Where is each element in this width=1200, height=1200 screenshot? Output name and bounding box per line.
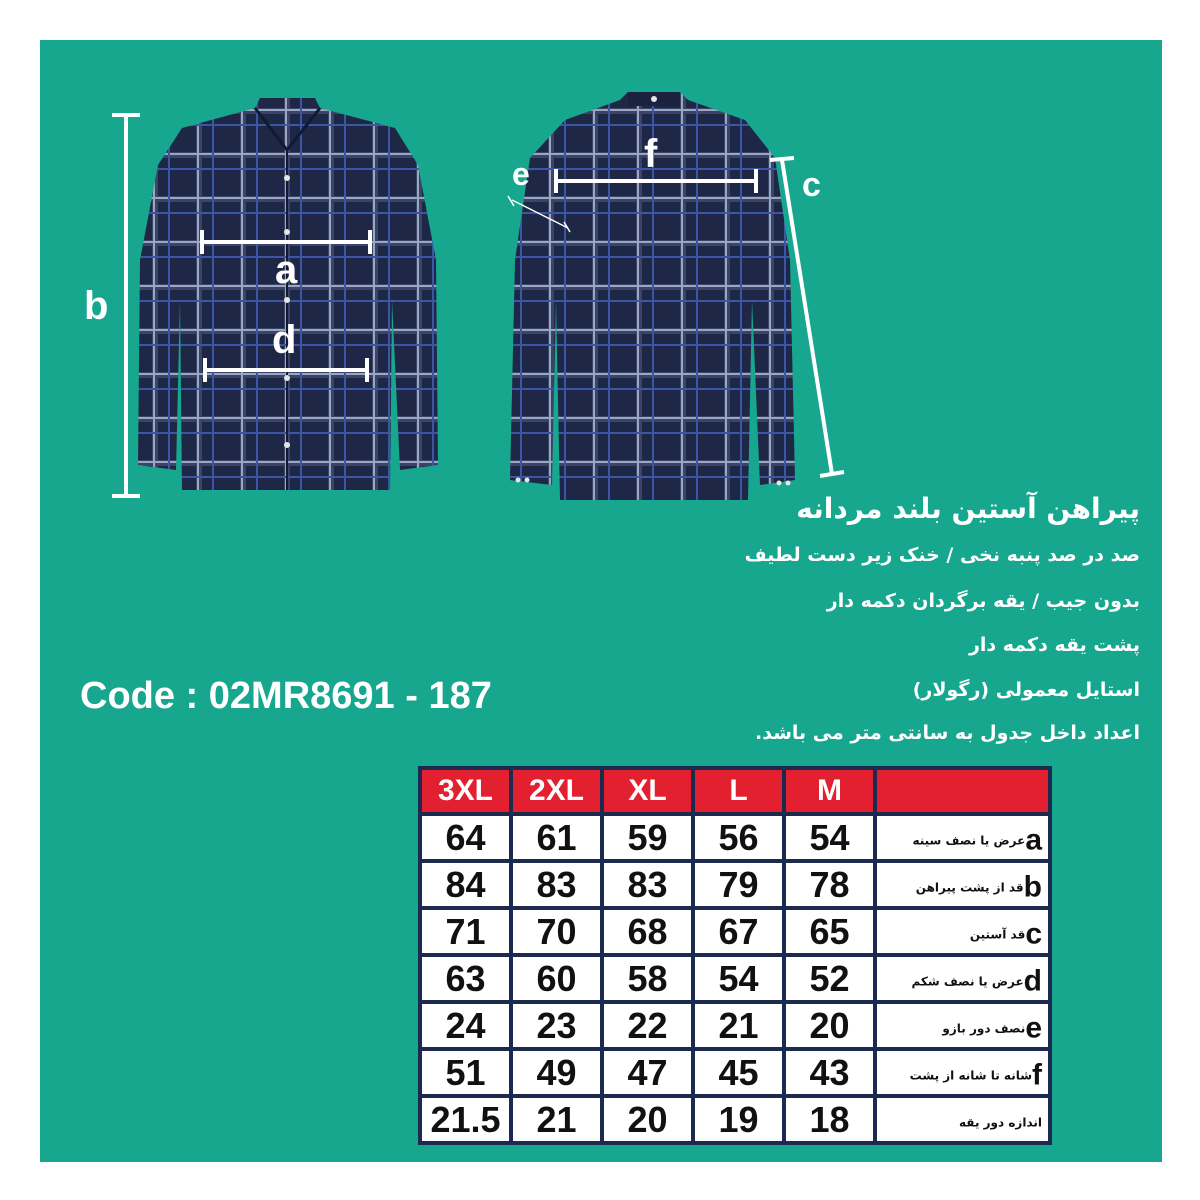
- row-label-text: قد آستین: [969, 926, 1026, 941]
- shirt-front: [138, 98, 438, 490]
- row-label: [877, 816, 1048, 859]
- size-header-row: [422, 770, 1048, 812]
- table-cell: 21: [695, 1004, 782, 1047]
- table-cell: 84: [422, 863, 509, 906]
- row-label-text: عرض یا نصف سینه: [912, 832, 1026, 847]
- product-code: Code : 02MR8691 - 187: [80, 675, 492, 717]
- table-cell: 19: [695, 1098, 782, 1141]
- row-letter: f: [1032, 1057, 1042, 1091]
- table-cell: 56: [695, 816, 782, 859]
- table-row: [422, 910, 1048, 953]
- row-label: [877, 1004, 1048, 1047]
- size-header-cell: 2XL: [513, 770, 600, 812]
- table-row: [422, 957, 1048, 1000]
- table-cell: 54: [786, 816, 873, 859]
- table-cell: 23: [513, 1004, 600, 1047]
- row-letter: a: [1025, 822, 1042, 856]
- row-letter: c: [1025, 916, 1042, 950]
- table-cell: 83: [513, 863, 600, 906]
- measure-label-d: d: [272, 318, 297, 362]
- table-row: [422, 1098, 1048, 1141]
- table-cell: 83: [604, 863, 691, 906]
- size-header-cell: L: [695, 770, 782, 812]
- row-label: [877, 1051, 1048, 1094]
- table-cell: 22: [604, 1004, 691, 1047]
- table-cell: 68: [604, 910, 691, 953]
- measure-label-e: e: [512, 156, 530, 192]
- feature-line: بدون جیب / یقه برگردان دکمه دار: [826, 590, 1140, 612]
- measure-label-b: b: [84, 284, 109, 328]
- size-header-blank: [877, 770, 1048, 812]
- row-label-text: عرض یا نصف شکم: [911, 973, 1024, 988]
- table-row: [422, 816, 1048, 859]
- size-header-cell: 3XL: [422, 770, 509, 812]
- table-cell: 63: [422, 957, 509, 1000]
- table-cell: 52: [786, 957, 873, 1000]
- table-cell: 64: [422, 816, 509, 859]
- table-cell: 20: [786, 1004, 873, 1047]
- feature-line: پشت یقه دکمه دار: [968, 634, 1140, 656]
- table-cell: 43: [786, 1051, 873, 1094]
- table-cell: 21.5: [422, 1098, 509, 1141]
- product-title: پیراهن آستین بلند مردانه: [796, 492, 1140, 525]
- table-cell: 58: [604, 957, 691, 1000]
- row-label-text: قد از پشت پیراهن: [915, 879, 1024, 894]
- table-cell: 20: [604, 1098, 691, 1141]
- table-cell: 78: [786, 863, 873, 906]
- table-cell: 70: [513, 910, 600, 953]
- measure-label-f: f: [644, 132, 658, 176]
- row-letter: e: [1025, 1010, 1042, 1044]
- row-label-text: شانه تا شانه از پشت: [909, 1067, 1032, 1082]
- row-label: [877, 863, 1048, 906]
- table-cell: 59: [604, 816, 691, 859]
- table-cell: 47: [604, 1051, 691, 1094]
- table-cell: 67: [695, 910, 782, 953]
- table-row: [422, 863, 1048, 906]
- table-cell: 49: [513, 1051, 600, 1094]
- table-cell: 51: [422, 1051, 509, 1094]
- row-label: [877, 957, 1048, 1000]
- row-label: [877, 1098, 1048, 1141]
- table-cell: 60: [513, 957, 600, 1000]
- row-label: [877, 910, 1048, 953]
- measure-label-a: a: [275, 248, 298, 292]
- table-cell: 45: [695, 1051, 782, 1094]
- table-cell: 54: [695, 957, 782, 1000]
- table-row: [422, 1051, 1048, 1094]
- table-cell: 79: [695, 863, 782, 906]
- feature-line: استایل معمولی (رگولار): [912, 679, 1140, 701]
- table-cell: 24: [422, 1004, 509, 1047]
- table-cell: 65: [786, 910, 873, 953]
- units-note: اعداد داخل جدول به سانتی متر می باشد.: [755, 722, 1140, 744]
- measure-label-c: c: [802, 166, 821, 204]
- size-table: [418, 766, 1052, 1145]
- size-header-cell: XL: [604, 770, 691, 812]
- size-header-cell: M: [786, 770, 873, 812]
- row-letter: d: [1023, 963, 1042, 997]
- table-cell: 61: [513, 816, 600, 859]
- table-cell: 18: [786, 1098, 873, 1141]
- row-label-text: نصف دور بازو: [942, 1020, 1026, 1035]
- table-cell: 21: [513, 1098, 600, 1141]
- row-letter: b: [1023, 869, 1042, 903]
- shirt-illustration: [0, 0, 1200, 520]
- table-row: [422, 1004, 1048, 1047]
- feature-line: صد در صد پنبه نخی / خنک زیر دست لطیف: [744, 544, 1140, 566]
- table-cell: 71: [422, 910, 509, 953]
- row-label-text: اندازه دور یقه: [959, 1114, 1042, 1129]
